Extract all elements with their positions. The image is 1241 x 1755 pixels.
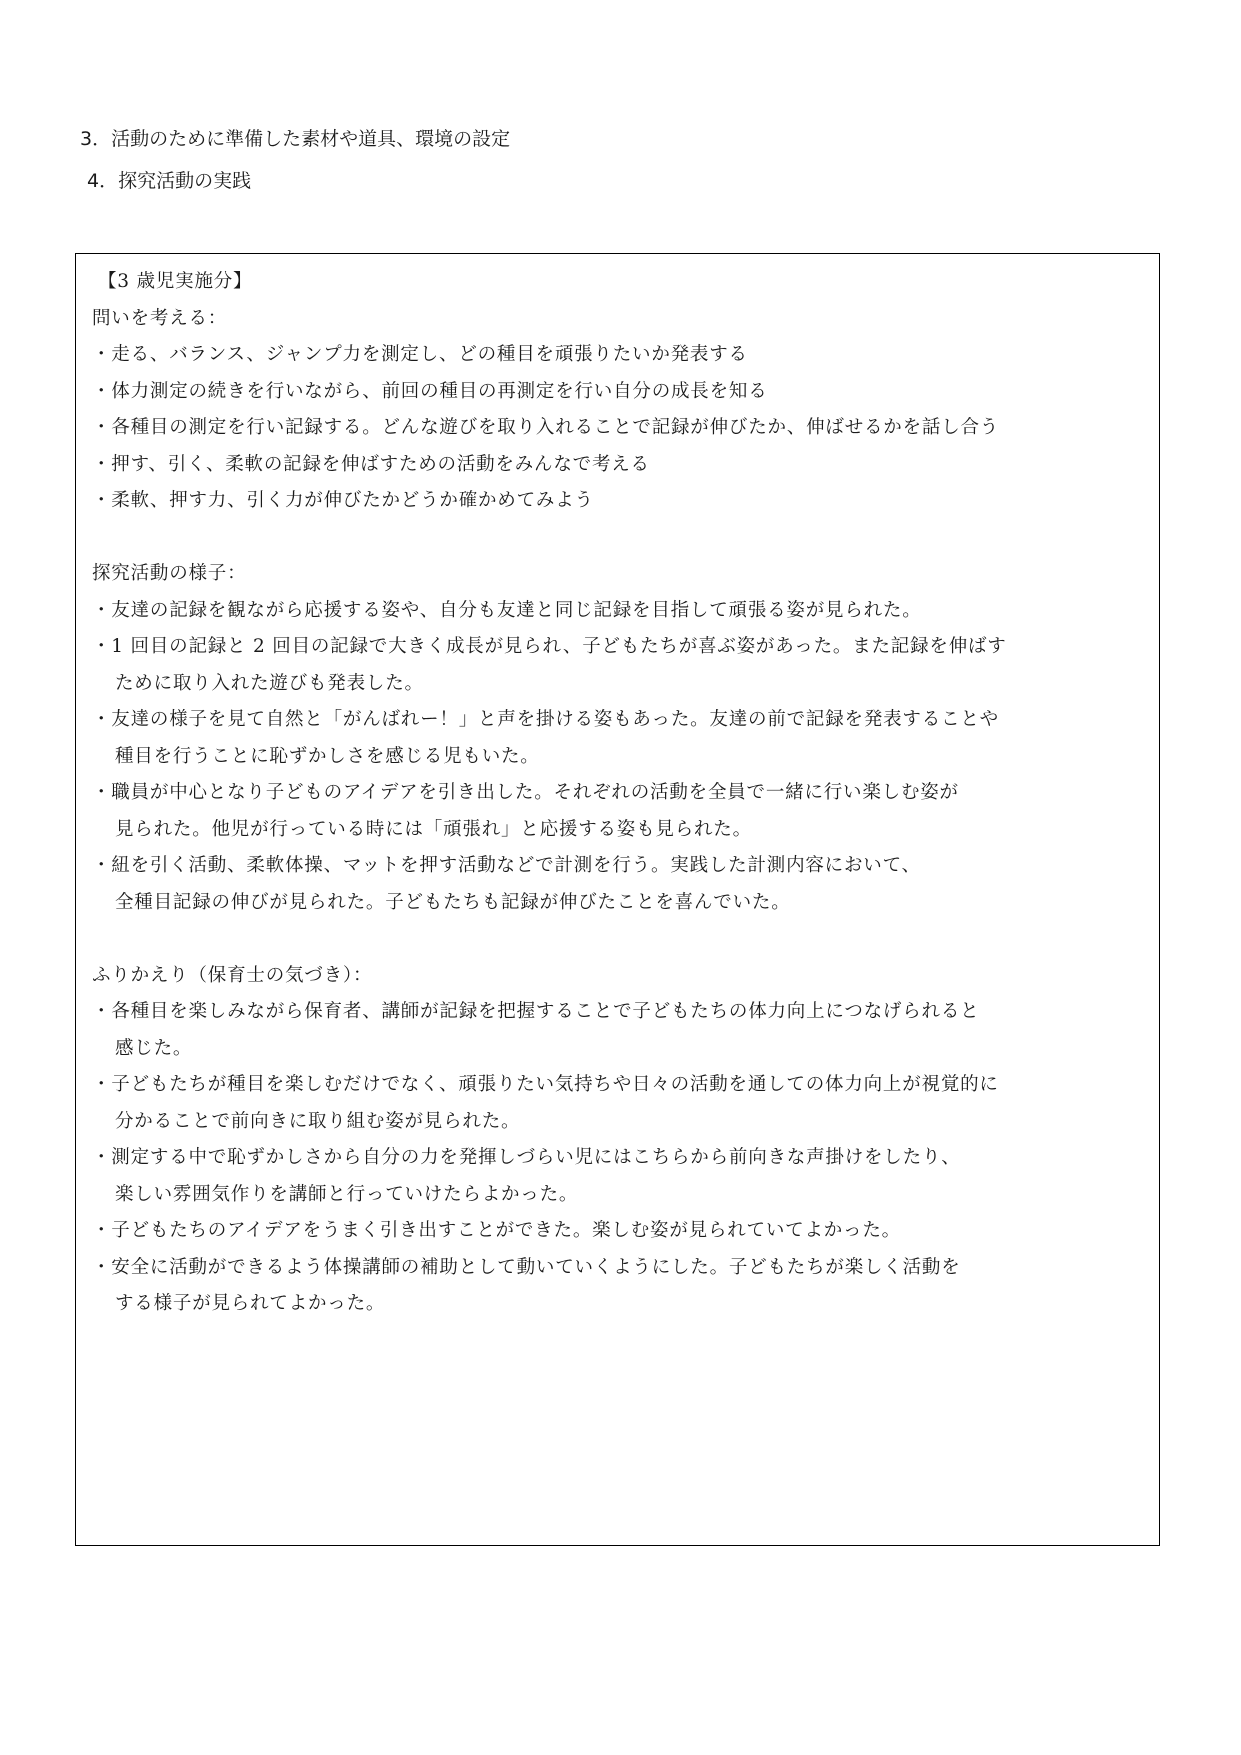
reflection-item-continued: 感じた。 bbox=[115, 1037, 193, 1059]
activity-item: ・友達の様子を見て自然と「がんばれー！」と声を掛ける姿もあった。友達の前で記録を発表することや bbox=[92, 709, 999, 730]
activity-item: ・紐を引く活動、柔軟体操、マットを押す活動などで計測を行う。実践した計測内容において、 bbox=[92, 855, 921, 876]
reflection-item-continued: 分かることで前向きに取り組む姿が見られた。 bbox=[115, 1110, 521, 1132]
practice-record-box bbox=[75, 253, 1160, 1546]
reflection-item: ・各種目を楽しみながら保育者、講師が記録を把握することで子どもたちの体力向上につなげられると bbox=[92, 1001, 980, 1022]
activity-item-continued: 全種目記録の伸びが見られた。子どもたちも記録が伸びたことを喜んでいた。 bbox=[115, 891, 791, 913]
box-title: 【3 歳児実施分】 bbox=[98, 271, 253, 292]
activity-heading: 探究活動の様子： bbox=[92, 563, 247, 584]
spacer bbox=[92, 520, 1149, 557]
activity-item: ・友達の記録を観ながら応援する姿や、自分も友達と同じ記録を目指して頑張る姿が見られた。 bbox=[92, 599, 922, 621]
section-heading-3: 3．活動のために準備した素材や道具、環境の設定 bbox=[80, 128, 511, 150]
reflection-heading: ふりかえり（保育士の気づき）： bbox=[92, 964, 373, 986]
reflection-item-continued: する様子が見られてよかった。 bbox=[115, 1293, 386, 1314]
questions-heading: 問いを考える： bbox=[92, 307, 228, 329]
activity-item-continued: 見られた。他児が行っている時には「頑張れ」と応援する姿も見られた。 bbox=[115, 818, 752, 840]
activity-item: ・職員が中心となり子どものアイデアを引き出した。それぞれの活動を全員で一緒に行い楽しむ姿が bbox=[92, 782, 959, 803]
questions-item: ・押す、引く、柔軟の記録を伸ばすための活動をみんなで考える bbox=[92, 453, 650, 475]
reflection-item: ・安全に活動ができるよう体操講師の補助として動いていくようにした。子どもたちが楽しく活動を bbox=[92, 1256, 961, 1278]
section-heading-4: 4．探究活動の実践 bbox=[87, 170, 252, 192]
activity-item-continued: 種目を行うことに恥ずかしさを感じる児もいた。 bbox=[115, 745, 540, 767]
reflection-item: ・子どもたちが種目を楽しむだけでなく、頑張りたい気持ちや日々の活動を通しての体力向上が視覚的に bbox=[92, 1074, 999, 1095]
questions-item: ・各種目の測定を行い記録する。どんな遊びを取り入れることで記録が伸びたか、伸ばせるかを話し合う bbox=[92, 417, 1000, 438]
activity-item-continued: ために取り入れた遊びも発表した。 bbox=[115, 672, 424, 694]
activity-item: ・1 回目の記録と 2 回目の記録で大きく成長が見られ、子どもたちが喜ぶ姿があった。また記録を伸ばす bbox=[92, 636, 1007, 657]
questions-item: ・走る、バランス、ジャンプ力を測定し、どの種目を頑張りたいか発表する bbox=[92, 344, 748, 365]
questions-item: ・体力測定の続きを行いながら、前回の種目の再測定を行い自分の成長を知る bbox=[92, 380, 768, 402]
reflection-item: ・子どもたちのアイデアをうまく引き出すことができた。楽しむ姿が見られていてよかった。 bbox=[92, 1220, 901, 1241]
practice-record-content bbox=[92, 264, 1149, 1323]
questions-item: ・柔軟、押す力、引く力が伸びたかどうか確かめてみよう bbox=[92, 490, 594, 511]
reflection-item: ・測定する中で恥ずかしさから自分の力を発揮しづらい児にはこちらから前向きな声掛けをしたり、 bbox=[92, 1147, 961, 1168]
reflection-item-continued: 楽しい雰囲気作りを講師と行っていけたらよかった。 bbox=[115, 1183, 579, 1205]
spacer bbox=[92, 921, 1149, 958]
